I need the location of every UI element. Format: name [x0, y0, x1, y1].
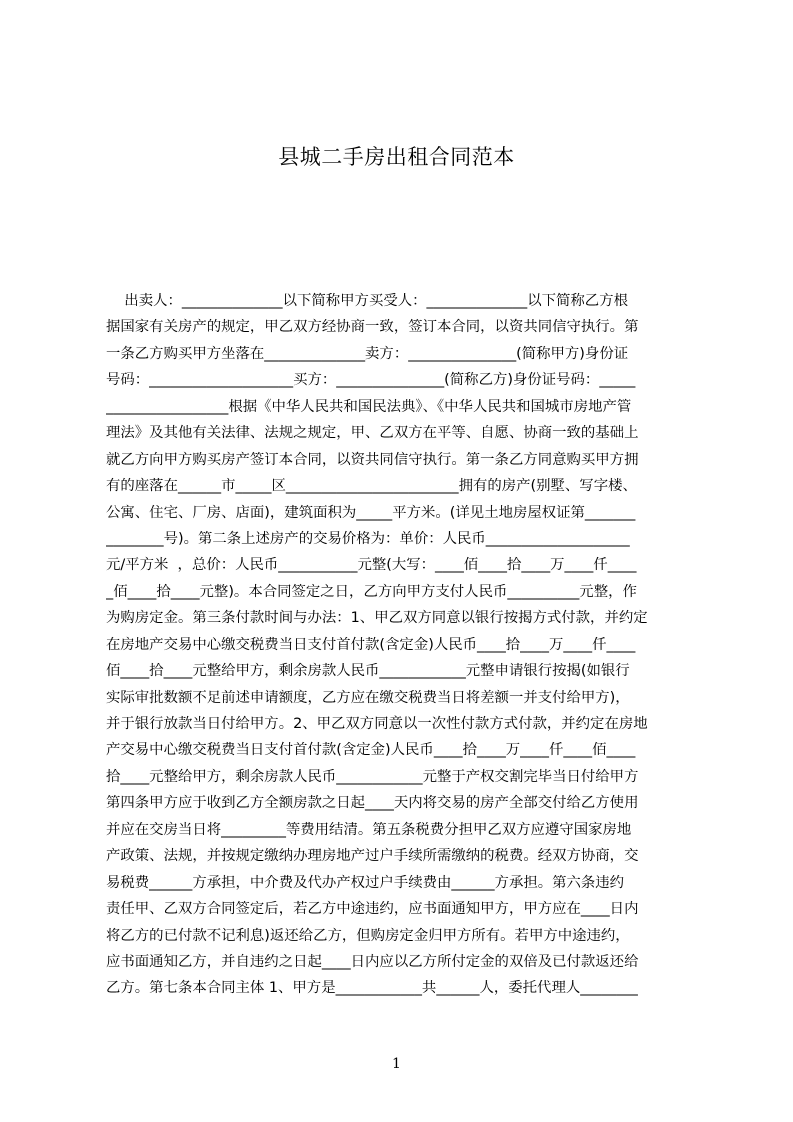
body-line: _佰____拾____元整)。本合同签定之日，乙方向甲方支付人民币__________元整，作 — [106, 583, 637, 600]
body-line: 佰____拾____元整给甲方，剩余房款人民币____________元整申请银行按揭(如银行 — [106, 663, 630, 680]
body-line: _________________根据《中华人民共和国民法典》、《中华人民共和国城市房地产管 — [106, 398, 632, 415]
body-line: 第四条甲方应于收到乙方全额房款之日起____天内将交易的房产全部交付给乙方使用 — [106, 795, 639, 812]
body-line: 出卖人：______________以下简称甲方买受人：______________以下简称乙方根 — [106, 293, 628, 309]
body-line: 就乙方向甲方购买房产签订本合同，以资共同信守执行。第一条乙方同意购买甲方拥 — [106, 451, 639, 468]
body-line: 理法》及其他有关法律、法规之规定，甲、乙双方在平等、自愿、协商一致的基础上 — [106, 425, 639, 442]
body-line: 并于银行放款当日付给甲方。2、甲乙双方同意以一次性付款方式付款，并约定在房地 — [106, 716, 648, 732]
body-line: 在房地产交易中心缴交税费当日支付首付款(含定金)人民币____拾____万____仟____ — [106, 636, 636, 653]
body-line: 责任甲、乙双方合同签定后，若乙方中途违约，应书面通知甲方，甲方应在____日内 — [106, 901, 639, 918]
body-line: 公寓、住宅、厂房、店面)，建筑面积为_____平方米。(详见土地房屋权证第_______ — [106, 504, 636, 521]
body-line: 拾____元整给甲方，剩余房款人民币____________元整于产权交割完毕当日付给甲方 — [106, 768, 639, 785]
body-line: 并应在交房当日将_________等费用结清。第五条税费分担甲乙双方应遵守国家房地 — [106, 821, 632, 838]
body-line: 将乙方的已付款不记利息)返还给乙方，但购房定金归甲方所有。若甲方中途违约， — [106, 927, 630, 944]
body-line: 产政策、法规，并按规定缴纳办理房地产过户手续所需缴纳的税费。经双方协商，交 — [106, 848, 639, 865]
body-line: 为购房定金。第三条付款时间与办法：1、甲乙双方同意以银行按揭方式付款，并约定 — [106, 610, 648, 627]
body-line: 乙方。第七条本合同主体 1、甲方是____________共______人，委托代理人________ — [106, 980, 638, 997]
document-body — [106, 288, 698, 1002]
body-line: 一条乙方购买甲方坐落在______________卖方：_______________(简称甲方)身份证 — [106, 345, 629, 362]
body-line: 有的座落在______市_____区________________________拥有的房产(别墅、写字楼、 — [106, 478, 637, 495]
body-line: 产交易中心缴交税费当日支付首付款(含定金)人民币____拾____万____仟____佰____ — [106, 742, 636, 759]
body-line: 应书面通知乙方，并自违约之日起____日内应以乙方所付定金的双倍及已付款返还给 — [106, 953, 639, 970]
body-line: 号码：____________________买方：_______________(简称乙方)身份证号码：_____ — [106, 372, 636, 389]
body-line: 易税费______方承担，中介费及代办产权过户手续费由______方承担。第六条违约 — [106, 874, 625, 891]
body-line: ________号)。第二条上述房产的交易价格为：单价：人民币____________________ — [106, 530, 630, 547]
page-number: 1 — [392, 1056, 401, 1072]
body-line: 实际审批数额不足前述申请额度，乙方应在缴交税费当日将差额一并支付给甲方)， — [106, 689, 630, 706]
document-title: 县城二手房出租合同范本 — [278, 145, 515, 169]
body-line: 元/平方米 ，总价：人民币___________元整(大写：____佰____拾____万____仟____ — [106, 557, 637, 574]
body-line: 据国家有关房产的规定，甲乙双方经协商一致，签订本合同，以资共同信守执行。第 — [106, 319, 639, 336]
